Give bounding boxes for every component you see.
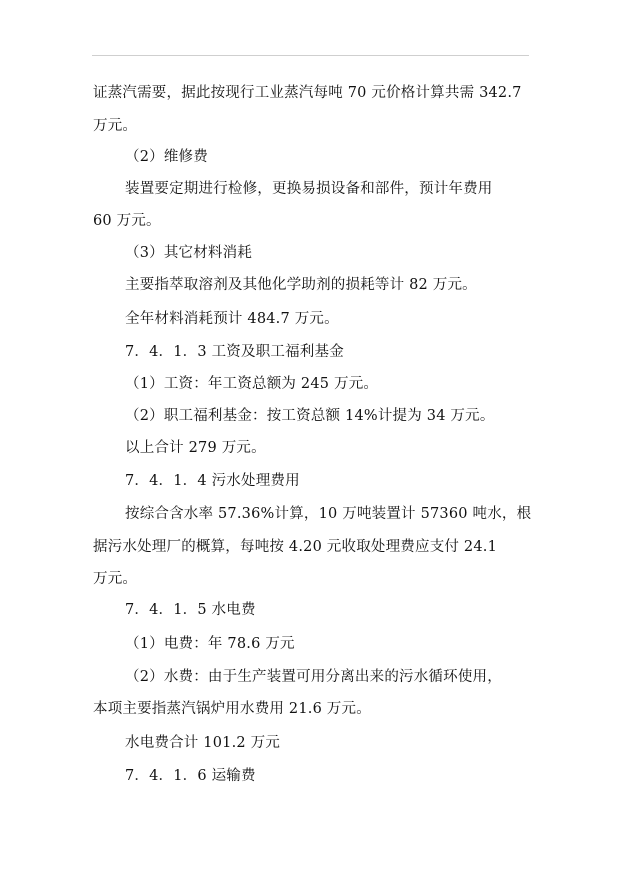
- text-line-15: 据污水处理厂的概算，每吨按 4.20 元收取处理费应支付 24.1: [93, 539, 497, 555]
- subheading-maintenance: （2）维修费: [125, 149, 208, 165]
- text-line-7: 主要指萃取溶剂及其他化学助剂的损耗等计 82 万元。: [125, 277, 477, 293]
- text-line-12: 以上合计 279 万元。: [125, 440, 266, 456]
- text-line-8: 全年材料消耗预计 484.7 万元。: [125, 311, 339, 327]
- text-line-1: 证蒸汽需要，据此按现行工业蒸汽每吨 70 元价格计算共需 342.7: [93, 85, 522, 101]
- section-heading-wastewater: 7．4．1．4 污水处理费用: [125, 473, 300, 489]
- text-line-5: 60 万元。: [93, 213, 161, 229]
- subheading-other-materials: （3）其它材料消耗: [125, 245, 253, 261]
- text-line-18: （1）电费：年 78.6 万元: [125, 636, 295, 652]
- text-line-11: （2）职工福利基金：按工资总额 14%计提为 34 万元。: [125, 408, 495, 424]
- text-line-2: 万元。: [93, 118, 138, 134]
- section-heading-transport: 7．4．1．6 运输费: [125, 768, 256, 784]
- section-heading-utilities: 7．4．1．5 水电费: [125, 602, 256, 618]
- text-line-10: （1）工资：年工资总额为 245 万元。: [125, 376, 379, 392]
- text-line-4: 装置要定期进行检修，更换易损设备和部件，预计年费用: [125, 181, 493, 197]
- text-line-20: 本项主要指蒸汽锅炉用水费用 21.6 万元。: [93, 701, 371, 717]
- text-line-16: 万元。: [93, 571, 138, 587]
- text-line-19: （2）水费：由于生产装置可用分离出来的污水循环使用，: [125, 669, 502, 685]
- text-line-21: 水电费合计 101.2 万元: [125, 735, 281, 751]
- section-heading-wages: 7．4．1．3 工资及职工福利基金: [125, 344, 344, 360]
- header-rule: [92, 55, 529, 56]
- text-line-14: 按综合含水率 57.36%计算，10 万吨装置计 57360 吨水，根: [125, 506, 532, 522]
